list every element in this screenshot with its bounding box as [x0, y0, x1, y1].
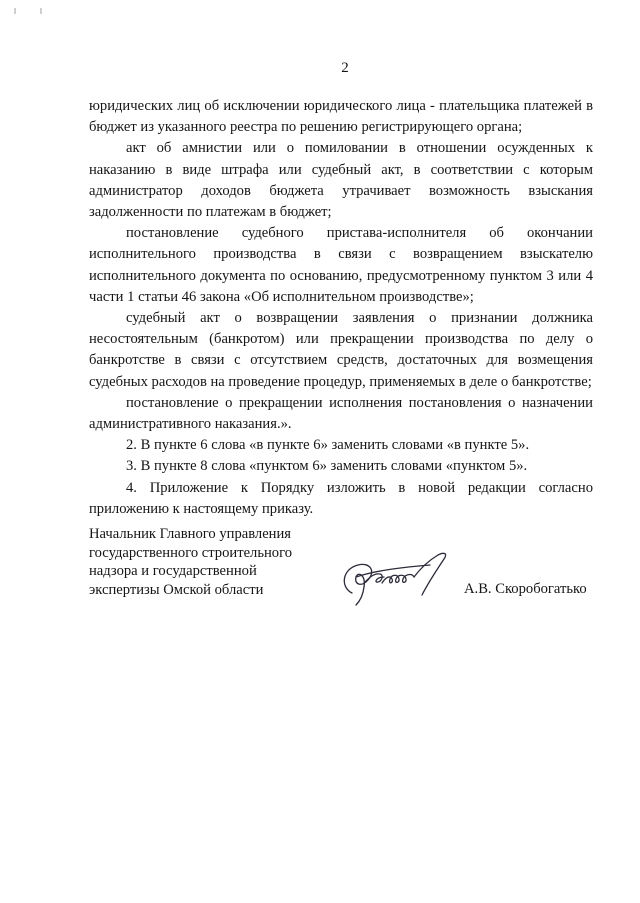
page-number: 2	[341, 60, 349, 76]
signer-name: А.В. Скоробогатько	[464, 581, 587, 597]
signer-position	[89, 525, 329, 599]
scan-mark	[40, 8, 42, 14]
paragraph-7: 3. В пункте 8 слова «пунктом 6» заменить словами «пунктом 5».	[126, 458, 528, 475]
paragraph-8: 4. Приложение к Порядку изложить в новой редакции согласно приложению к настоящему приказу.	[89, 479, 593, 517]
scan-mark	[14, 8, 16, 14]
paragraph-4: судебный акт о возвращении заявления о признании должника несостоятельным (банкротом) или прекращении производства по делу о банкротстве в связи с отсутствием средств, достаточных для возмещения судебных расходов на проведение процедур, применяемых в деле о банкротстве;	[89, 310, 593, 390]
signer-position-line: надзора и государственной	[89, 563, 257, 579]
signer-position-line: государственного строительного	[89, 544, 293, 561]
signer-position-line: Начальник Главного управления	[89, 526, 292, 542]
paragraph-6: 2. В пункте 6 слова «в пункте 6» заменить словами «в пункте 5».	[126, 437, 530, 454]
paragraph-1: юридических лиц об исключении юридического лица - плательщика платежей в бюджет из указанного реестра по решению регистрирующего органа;	[89, 98, 593, 136]
signer-position-line: экспертизы Омской области	[89, 581, 264, 598]
paragraph-3: постановление судебного пристава-исполнителя об окончании исполнительного производства в связи с возвращением взыскателю исполнительного документа по основанию, предусмотренному пунктом 3 или 4 части 1 статьи 46 закона «Об исполнительном производстве»;	[89, 225, 593, 305]
handwritten-signature	[334, 547, 464, 607]
paragraph-2: акт об амнистии или о помиловании в отношении осужденных к наказанию в виде штрафа или судебный акт, в соответствии с которым администратор доходов бюджета утрачивает возможность взыскания задолженности по платежам в бюджет;	[89, 140, 593, 221]
document-body	[89, 96, 593, 520]
paragraph-5: постановление о прекращении исполнения постановления о назначении административного наказания.».	[89, 394, 593, 433]
